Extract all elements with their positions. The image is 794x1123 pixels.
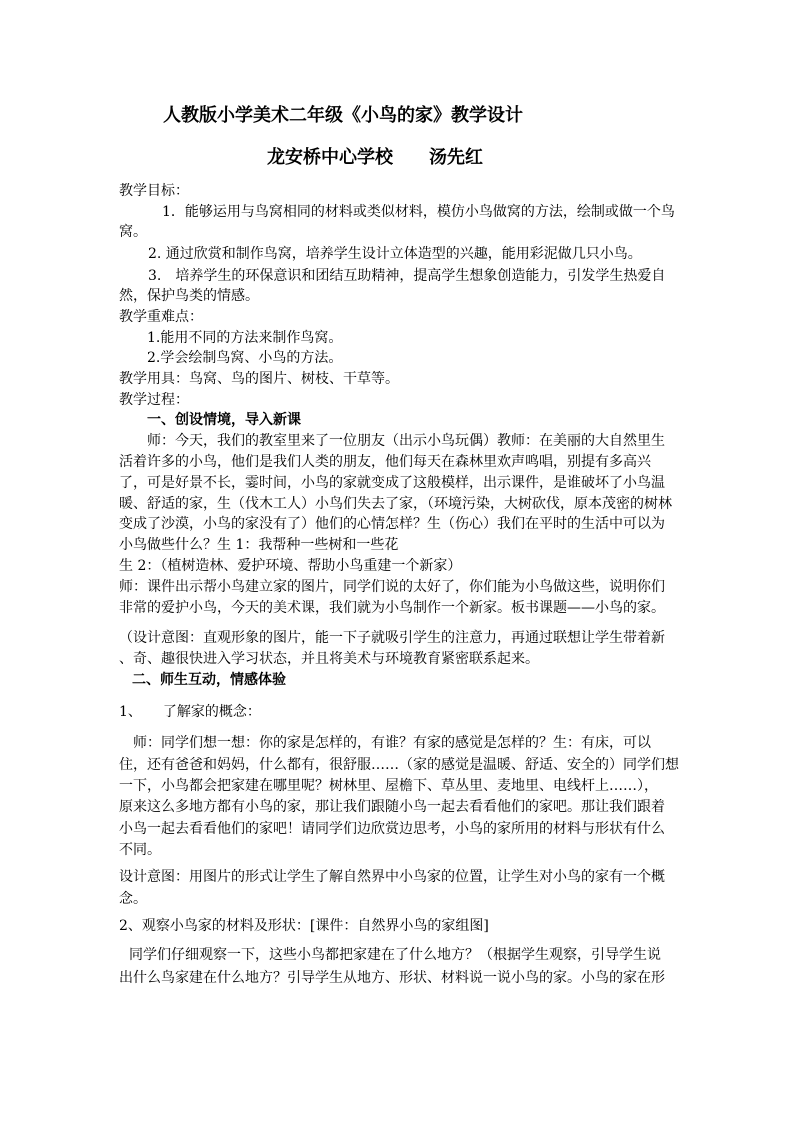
paragraph-line: 1、 了解家的概念： <box>119 704 261 720</box>
paragraph-line: 师：今天，我们的教室里来了一位朋友（出示小鸟玩偶）教师：在美丽的大自然里生 <box>147 433 665 449</box>
paragraph-line: 设计意图：用图片的形式让学生了解自然界中小鸟家的位置，让学生对小鸟的家有一个概 <box>119 869 665 885</box>
paragraph-line: 窝。 <box>119 224 147 240</box>
paragraph-line: 出什么鸟家建在什么地方？引导学生从地方、形状、材料说一说小鸟的家。小鸟的家在形 <box>119 970 665 986</box>
paragraph-line: 教学用具：鸟窝、鸟的图片、树枝、干草等。 <box>119 371 399 387</box>
section-heading: 教学重难点： <box>119 309 203 325</box>
paragraph-line: 生 2：（植树造林、爱护环境、帮助小鸟重建一个新家） <box>119 558 462 574</box>
paragraph-line: 2. 通过欣赏和制作鸟窝，培养学生设计立体造型的兴趣，能用彩泥做几只小鸟。 <box>148 246 642 262</box>
school-author: 龙安桥中心学校 汤先红 <box>267 147 483 168</box>
paragraph-line: 然，保护鸟类的情感。 <box>119 288 259 304</box>
paragraph-line: 1．能够运用与鸟窝相同的材料或类似材料，模仿小鸟做窝的方法，绘制或做一个鸟 <box>162 204 675 220</box>
section-heading: 教学目标： <box>119 183 189 199</box>
paragraph-line: 活着许多的小鸟，他们是我们人类的朋友，他们每天在森林里欢声鸣唱，别提有多高兴 <box>119 454 651 470</box>
paragraph-line: 师：同学们想一想：你的家是怎样的，有谁？有家的感觉是怎样的？生：有床，可以 <box>133 735 651 751</box>
section-heading: 二、师生互动，情感体验 <box>132 672 286 688</box>
paragraph-line: 不同。 <box>119 842 161 858</box>
paragraph-line: 住，还有爸爸和妈妈，什么都有，很舒服……（家的感觉是温暖、舒适、安全的）同学们想 <box>119 757 679 773</box>
paragraph-line: 3. 培养学生的环保意识和团结互助精神，提高学生想象创造能力，引发学生热爱自 <box>148 268 666 284</box>
paragraph-line: （设计意图：直观形象的图片，能一下子就吸引学生的注意力，再通过联想让学生带着新 <box>119 630 665 646</box>
section-heading: 教学过程： <box>119 392 189 408</box>
paragraph-line: 师：课件出示帮小鸟建立家的图片，同学们说的太好了，你们能为小鸟做这些，说明你们 <box>119 579 665 595</box>
paragraph-line: 原来这么多地方都有小鸟的家，那让我们跟随小鸟一起去看看他们的家吧。那让我们跟着 <box>119 799 665 815</box>
paragraph-line: 小鸟一起去看看他们的家吧！请同学们边欣赏边思考，小鸟的家所用的材料与形状有什么 <box>119 821 665 837</box>
paragraph-line: 2、观察小鸟家的材料及形状：[课件：自然界小鸟的家组图] <box>119 918 489 934</box>
paragraph-line: 了，可是好景不长，霎时间，小鸟的家就变成了这般模样，出示课件，是谁破坏了小鸟温 <box>119 475 665 491</box>
paragraph-line: 变成了沙漠，小鸟的家没有了）他们的心情怎样？生（伤心）我们在平时的生活中可以为 <box>119 516 665 532</box>
document-title: 人教版小学美术二年级《小鸟的家》教学设计 <box>163 105 523 126</box>
paragraph-line: 暖、舒适的家，生（伐木工人）小鸟们失去了家，（环境污染，大树砍伐，原本茂密的树林 <box>119 496 672 512</box>
section-heading: 一、创设情境，导入新课 <box>147 412 301 428</box>
paragraph-line: 同学们仔细观察一下，这些小鸟都把家建在了什么地方？（根据学生观察，引导学生说 <box>129 947 661 963</box>
paragraph-line: 2.学会绘制鸟窝、小鸟的方法。 <box>147 350 343 366</box>
paragraph-line: 、奇、趣很快进入学习状态，并且将美术与环境教育紧密联系起来。 <box>119 651 539 667</box>
paragraph-line: 念。 <box>119 891 147 907</box>
paragraph-line: 小鸟做些什么？生 1：我帮种一些树和一些花 <box>119 537 399 553</box>
paragraph-line: 1.能用不同的方法来制作鸟窝。 <box>147 330 343 346</box>
paragraph-line: 一下，小鸟都会把家建在哪里呢？树林里、屋檐下、草丛里、麦地里、电线杆上……）， <box>119 778 658 794</box>
paragraph-line: 非常的爱护小鸟，今天的美术课，我们就为小鸟制作一个新家。板书课题——小鸟的家。 <box>119 600 665 616</box>
